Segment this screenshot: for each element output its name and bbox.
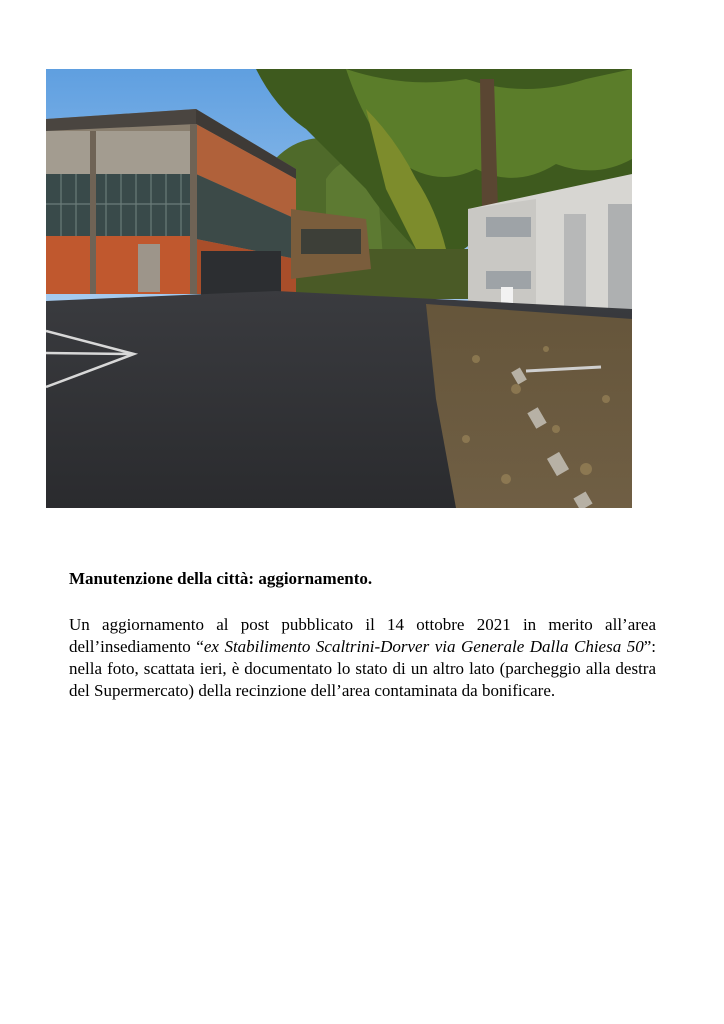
photo-illustration bbox=[46, 69, 632, 508]
document-paragraph bbox=[69, 614, 656, 702]
paragraph-rest: ”: nella foto, scattata ieri, è documentato lo stato di un altro lato (parcheggio alla destra del Supermercato) della recinzione dell’area contaminata da bonificare. bbox=[69, 637, 657, 700]
photo-abandoned-factory-parking bbox=[46, 69, 632, 508]
paragraph-intro: Un aggiornamento al post pubblicato il 14 ottobre 2021 in merito all’area dell’insediamento “ bbox=[69, 615, 656, 656]
paragraph-site-name: ex Stabilimento Scaltrini-Dorver via Generale Dalla Chiesa 50 bbox=[203, 637, 644, 656]
document-title: Manutenzione della città: aggiornamento. bbox=[69, 569, 373, 588]
